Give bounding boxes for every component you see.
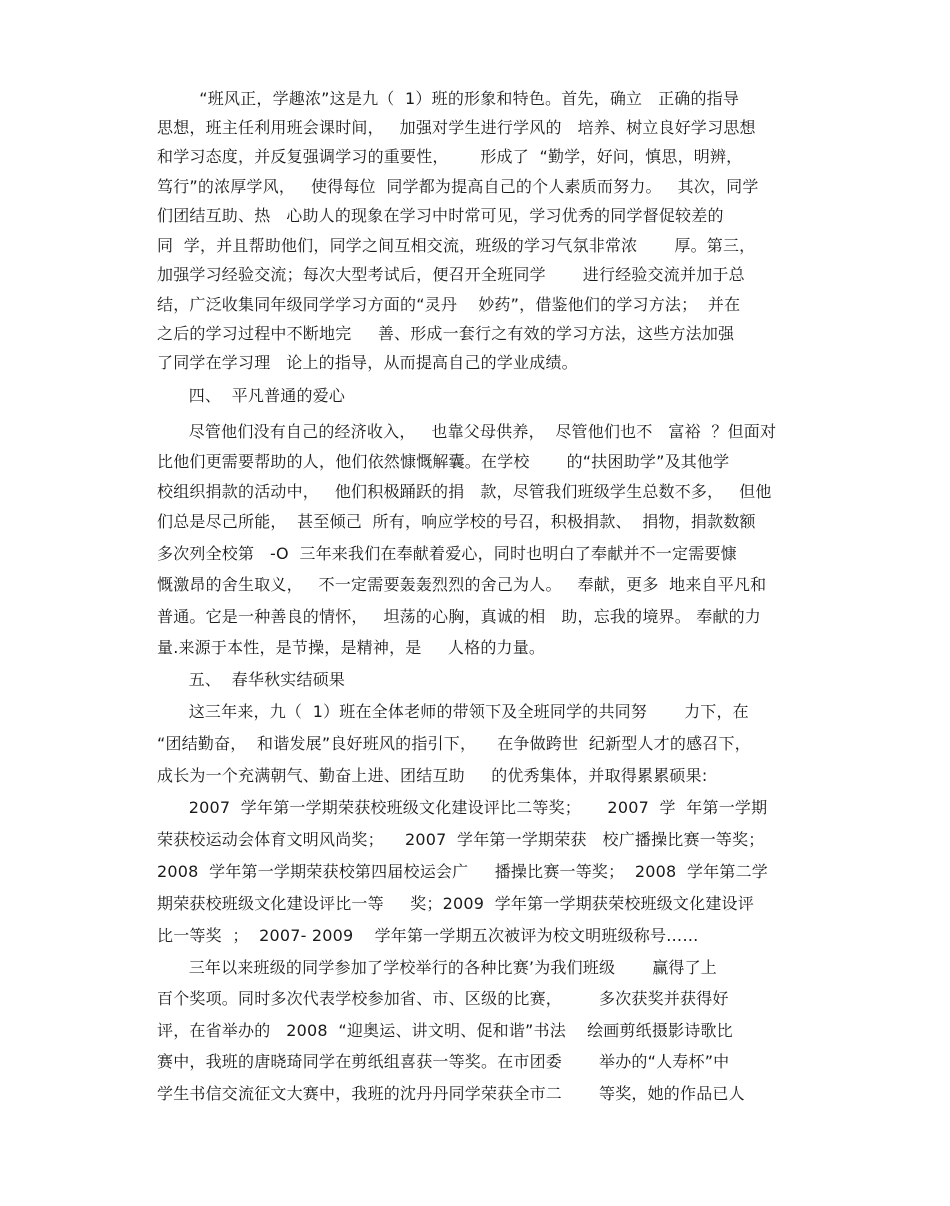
text-line: 评，在省举办的 2008 “迎奥运、讲文明、促和谐”书法 绘画剪纸摄影诗歌比 bbox=[157, 1021, 733, 1040]
section-heading: 五、 春华秋实结硕果 bbox=[157, 670, 346, 689]
text-line: 加强学习经验交流；每次大型考试后，便召开全班同学 进行经验交流并加于总 bbox=[157, 265, 745, 284]
text-line: 三年以来班级的同学参加了学校举行的各种比赛’为我们班级 赢得了上 bbox=[157, 958, 718, 977]
text-line: “团结勤奋， 和谐发展”良好班风的指引下， 在争做跨世 纪新型人才的感召下， bbox=[157, 734, 751, 753]
text-line: 量.来源于本性，是节操，是精神，是 人格的力量。 bbox=[157, 638, 546, 657]
text-line: 多次列全校第 -O 三年来我们在奉献着爱心，同时也明白了奉献并不一定需要慷 bbox=[157, 544, 737, 563]
text-line: 们总是尽己所能， 甚至倾己 所有，响应学校的号召，积极捐款、 捐物，捐款数额 bbox=[157, 512, 756, 531]
text-line: “班风正，学趣浓”这是九（ 1）班的形象和特色。首先，确立 正确的指导 bbox=[157, 89, 740, 108]
text-line: 2007 学年第一学期荣获校班级文化建设评比二等奖； 2007 学 年第一学期 bbox=[157, 798, 768, 817]
text-line: 赛中，我班的唐晓琦同学在剪纸组喜获一等奖。在市团委 举办的“人寿杯”中 bbox=[157, 1052, 730, 1071]
text-line: 同 学，并且帮助他们，同学之间互相交流，班级的学习气氛非常浓 厚。第三， bbox=[157, 236, 756, 255]
text-line: 比一等奖 ； 2007- 2009 学年第一学期五次被评为校文明班级称号…… bbox=[157, 926, 699, 945]
text-line: 笃行”的浓厚学风， 使得每位 同学都为提高自己的个人素质而努力。 其次，同学 bbox=[157, 177, 759, 196]
text-line: 之后的学习过程中不断地完 善、形成一套行之有效的学习方法，这些方法加强 bbox=[157, 324, 735, 343]
text-line: 期荣获校班级文化建设评比一等 奖；2009 学年第一学期获荣校班级文化建设评 bbox=[157, 894, 754, 913]
text-line: 这三年来，九（ 1）班在全体老师的带领下及全班同学的共同努 力下，在 bbox=[157, 702, 749, 721]
text-line: 百个奖项。同时多次代表学校参加省、市、区级的比赛， 多次获奖并获得好 bbox=[157, 989, 729, 1008]
text-line: 校组织捐款的活动中， 他们积极踊跃的捐 款，尽管我们班级学生总数不多， 但他 bbox=[157, 482, 772, 501]
text-line: 和学习态度，并反复强调学习的重要性， 形成了 “勤学，好问，慎思，明辨， bbox=[157, 147, 743, 166]
text-line: 成长为一个充满朝气、勤奋上进、团结互助 的优秀集体，并取得累累硕果: bbox=[157, 766, 708, 785]
text-line: 结，广泛收集同年级同学学习方面的“灵丹 妙药”，借鉴他们的学习方法； 并在 bbox=[157, 295, 741, 314]
text-line: 2008 学年第一学期荣获校第四届校运会广 播操比赛一等奖； 2008 学年第二学 bbox=[157, 862, 768, 881]
text-line: 们团结互助、热 心助人的现象在学习中时常可见，学习优秀的同学督促较差的 bbox=[157, 206, 724, 225]
text-line: 荣获校运动会体育文明风尚奖； 2007 学年第一学期荣获 校广播操比赛一等奖； bbox=[157, 830, 765, 849]
text-line: 学生书信交流征文大赛中，我班的沈丹丹同学荣获全市二 等奖，她的作品已人 bbox=[157, 1084, 745, 1103]
text-line: 尽管他们没有自己的经济收入， 也靠父母供养， 尽管他们也不 富裕 ？但面对 bbox=[157, 422, 777, 441]
text-line: 普通。它是一种善良的情怀， 坦荡的心胸，真诚的相 助，忘我的境界。 奉献的力 bbox=[157, 607, 762, 626]
text-line: 比他们更需要帮助的人，他们依然慷慨解囊。在学校 的“扶困助学”及其他学 bbox=[157, 452, 730, 471]
section-heading: 四、 平凡普通的爱心 bbox=[157, 386, 346, 405]
text-line: 了同学在学习理 论上的指导，从而提高自己的学业成绩。 bbox=[157, 353, 578, 372]
text-line: 慨激昂的舍生取义， 不一定需要轰轰烈烈的舍己为人。 奉献，更多 地来自平凡和 bbox=[157, 575, 767, 594]
text-line: 思想，班主任利用班会课时间， 加强对学生进行学风的 培养、树立良好学习思想 bbox=[157, 118, 756, 137]
